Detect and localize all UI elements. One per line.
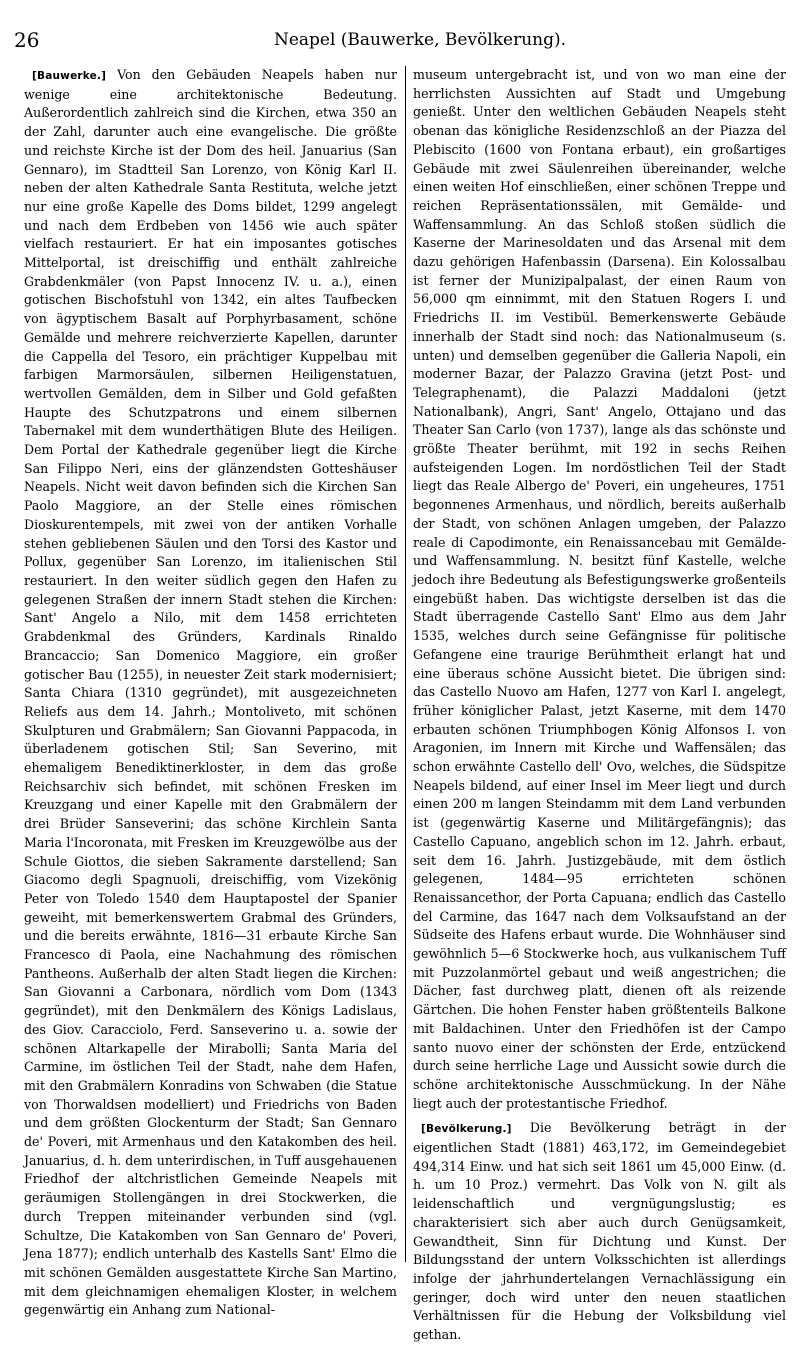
right-column: [413, 66, 786, 1343]
population-paragraph: [413, 1119, 786, 1344]
left-column: [24, 66, 397, 1318]
population-text: Die Bevölkerung beträgt in der eigentlichen Stadt (1881) 463,172, im Gemeindegebiet 494,314 Einw. und hat sich seit 1861 um 45,000 Einw. (d. h. um 10 Proz.) vermehrt. Das Volk von N. gilt als leidenschaftlich und vergnügungslustig; es charakterisiert sich aber auch durch Genügsamkeit, Gewandtheit, Sinn für Dichtung und Kunst. Der Bildungsstand der untern Volksschichten ist allerdings infolge der jahrhundertelangen Vernachlässigung ein geringer, doch wird unter den neuen staatlichen Verhältnissen für die Hebung der Volksbildung viel gethan.: [413, 1120, 786, 1343]
text-columns: [24, 66, 786, 1343]
section-label-population: [Bevölkerung.]: [421, 1123, 512, 1136]
page-number: 26: [14, 28, 40, 52]
running-head: Neapel (Bauwerke, Bevölkerung).: [273, 30, 567, 50]
buildings-text: Von den Gebäuden Neapels haben nur wenige eine architektonische Bedeutung. Außerordentlich zahlreich sind die Kirchen, etwa 350 an der Zahl, darunter auch eine evangelische. Die größte und reichste Kirche ist der Dom des heil. Januarius (San Gennaro), im Stadtteil San Lorenzo, von König Karl II. neben der alten Kathedrale Santa Restituta, welche jetzt nur eine große Kapelle des Doms bildet, 1299 angelegt und nach dem Erdbeben von 1456 wie auch später vielfach restauriert. Er hat ein imposantes gotisches Mittelportal, ist dreischiffig und enthält zahlreiche Grabdenkmäler (von Papst Innocenz IV. u. a.), einen gotischen Bischofstuhl von 1342, ein altes Taufbecken von ägyptischem Basalt auf Porphyrbasament, schöne Gemälde und mehrere reichverzierte Kapellen, darunter die Cappella del Tesoro, ein prächtiger Kuppelbau mit farbigen Marmorsäulen, silbernen Heiligenstatuen, wertvollen Gemälden, dem in Silber und Gold gefaßten Haupte des Schutzpatrons und einem silbernen Tabernakel mit dem wunderthätigen Blute des Heiligen. Dem Portal der Kathedrale gegenüber liegt die Kirche San Filippo Neri, eins der glänzendsten Gotteshäuser Neapels. Nicht weit davon befinden sich die Kirchen San Paolo Maggiore, an der Stelle eines römischen Dioskurentempels, mit zwei von der antiken Vorhalle stehen gebliebenen Säulen und den Torsi des Kastor und Pollux, gegenüber San Lorenzo, im italienischen Stil restauriert. In den weiter südlich gegen den Hafen zu gelegenen Straßen der innern Stadt stehen die Kirchen: Sant' Angelo a Nilo, mit dem 1458 errichteten Grabdenkmal des Gründers, Kardinals Rinaldo Brancaccio; San Domenico Maggiore, ein großer gotischer Bau (1255), in neuester Zeit stark modernisiert; Santa Chiara (1310 gegründet), mit ausgezeichneten Reliefs aus dem 14. Jahrh.; Montoliveto, mit schönen Skulpturen und Grabmälern; San Giovanni Pappacoda, in überladenem gotischen Stil; San Severino, mit ehemaligem Benediktinerkloster, in dem das große Reichsarchiv sich befindet, mit schönen Fresken im Kreuzgang und einer Kapelle mit den Grabmälern der drei Brüder Sanseverini; das schöne Kirchlein Santa Maria l'Incoronata, mit Fresken im Kreuzgewölbe aus der Schule Giottos, die sieben Sakramente darstellend; San Giacomo degli Spagnuoli, dreischiffig, vom Vizekönig Peter von Toledo 1540 dem Hauptapostel der Spanier geweiht, mit bemerkenswertem Grabmal des Gründers, und die bereits erwähnte, 1816—31 erbaute Kirche San Francesco di Paola, eine Nachahmung des römischen Pantheons. Außerhalb der alten Stadt liegen die Kirchen: San Giovanni a Carbonara, nördlich vom Dom (1343 gegründet), mit den Denkmälern des Königs Ladislaus, des Giov. Caracciolo, Ferd. Sanseverino u. a. sowie der schönen Altarkapelle der Mirabolli; Santa Maria del Carmine, im östlichen Teil der Stadt, nahe dem Hafen, mit den Grabmälern Konradins von Schwaben (die Statue von Thorwaldsen modelliert) und Friedrichs von Baden und dem größten Glockenturm der Stadt; San Gennaro de' Poveri, mit Armenhaus und den Katakomben des heil. Januarius, d. h. dem unterirdischen, in Tuff ausgehauenen Friedhof der altchristlichen Gemeinde Neapels mit geräumigen Stollengängen in drei Stockwerken, die durch Treppen miteinander verbunden sind (vgl. Schultze, Die Katakomben von San Gennaro de' Poveri, Jena 1877); endlich unterhalb des Kastells Sant' Elmo die mit schönen Gemälden ausgestattete Kirche San Martino, mit dem gleichnamigen ehemaligen Kloster, in welchem gegenwärtig ein Anhang zum National-: [24, 67, 397, 1318]
buildings-paragraph: [24, 66, 397, 1320]
buildings-continuation-paragraph: museum untergebracht ist, und von wo man eine der herrlichsten Aussichten auf Stadt und Umgebung genießt. Unter den weltlichen Gebäuden Neapels steht obenan das königliche Residenzschloß an der Piazza del Plebiscito (1600 von Fontana erbaut), ein großartiges Gebäude mit zwei Säulenreihen übereinander, welche einen weiten Hof einschließen, einer schönen Treppe und reichen Repräsentationssälen, mit Gemälde- und Waffensammlung. An das Schloß stoßen südlich die Kaserne der Marinesoldaten und das Arsenal mit dem dazu gehörigen Hafenbassin (Darsena). Ein Kolossalbau ist ferner der Munizipalpalast, der einen Raum von 56,000 qm einnimmt, mit den Statuen Rogers I. und Friedrichs II. im Vestibül. Bemerkenswerte Gebäude innerhalb der Stadt sind noch: das Nationalmuseum (s. unten) und demselben gegenüber die Galleria Napoli, ein moderner Bazar, der Palazzo Gravina (jetzt Post- und Telegraphenamt), die Palazzi Maddaloni (jetzt Nationalbank), Angri, Sant' Angelo, Ottajano und das Theater San Carlo (von 1737), lange als das schönste und größte Theater berühmt, mit 192 in sechs Reihen aufsteigenden Logen. Im nordöstlichen Teil der Stadt liegt das Reale Albergo de' Poveri, ein ungeheures, 1751 begonnenes Armenhaus, und nördlich, bereits außerhalb der Stadt, von schönen Anlagen umgeben, der Palazzo reale di Capodimonte, ein Renaissancebau mit Gemälde- und Waffensammlung. N. besitzt fünf Kastelle, welche jedoch ihre Bedeutung als Befestigungswerke großenteils eingebüßt haben. Das wichtigste derselben ist das die Stadt überragende Castello Sant' Elmo aus dem Jahr 1535, welches durch seine Gefängnisse für politische Gefangene eine traurige Berühmtheit erlangt hat und eine überaus schöne Aussicht bietet. Die übrigen sind: das Castello Nuovo am Hafen, 1277 von Karl I. angelegt, früher königlicher Palast, jetzt Kaserne, mit dem 1470 erbauten schönen Triumphbogen König Alfonsos I. von Aragonien, im Innern mit Kirche und Waffensälen; das schon erwähnte Castello dell' Ovo, welches, die Südspitze Neapels bildend, auf einer Insel im Meer liegt und durch einen 200 m langen Steindamm mit dem Land verbunden ist (gegenwärtig Kaserne und Militärgefängnis); das Castello Capuano, angeblich schon im 12. Jahrh. erbaut, seit dem 16. Jahrh. Justizgebäude, mit dem östlich gelegenen, 1484—95 errichteten schönen Renaissancethor, der Porta Capuana; endlich das Castello del Carmine, das 1647 nach dem Volksaufstand an der Südseite des Hafens erbaut wurde. Die Wohnhäuser sind gewöhnlich 5—6 Stockwerke hoch, aus vulkanischem Tuff mit Puzzolanmörtel gebaut und weiß angestrichen; die Dächer, fast durchweg platt, dienen oft als reizende Gärtchen. Die hohen Fenster haben größtenteils Balkone mit Baldachinen. Unter den Friedhöfen ist der Campo santo nuovo einer der schönsten der Erde, entzückend durch seine herrliche Lage und Aussicht sowie durch die schöne architektonische Ausschmückung. In der Nähe liegt auch der protestantische Friedhof.: [413, 67, 786, 1111]
column-rule: [405, 66, 406, 1262]
section-label-buildings: [Bauwerke.]: [32, 70, 107, 82]
